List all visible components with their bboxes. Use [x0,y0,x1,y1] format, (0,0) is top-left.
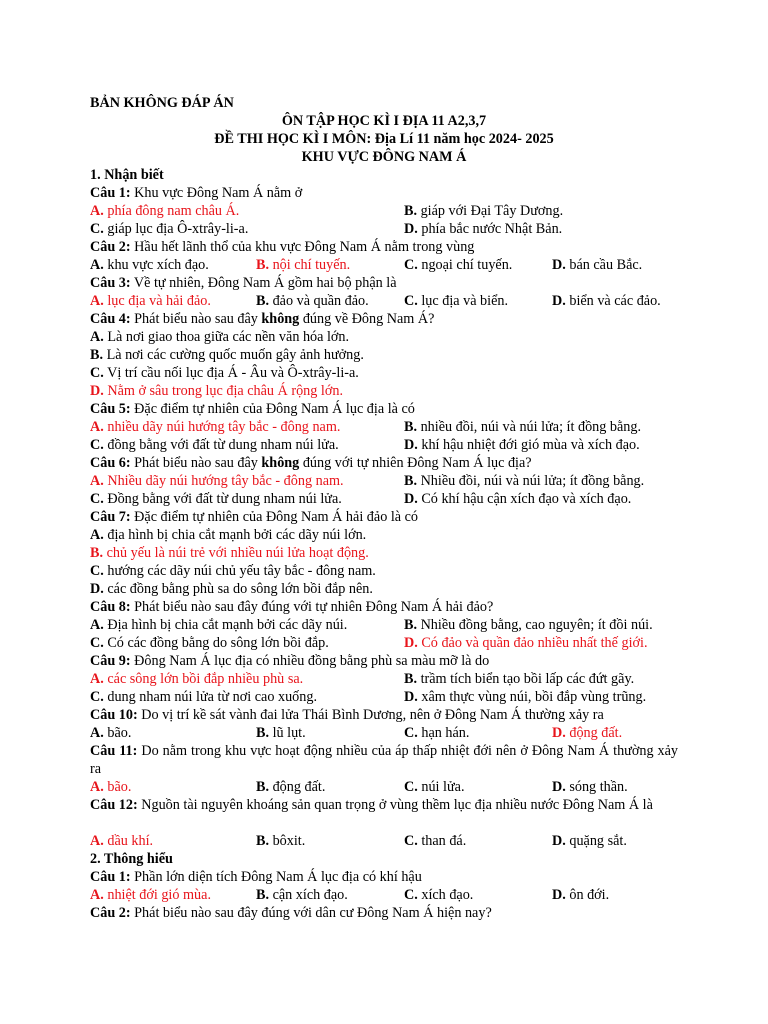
option-a: A. bão. [90,725,132,741]
option-d: D. phía bắc nước Nhật Bản. [404,221,563,237]
option-d-correct: D. Nằm ở sâu trong lục địa châu Á rộng lớn. [90,383,343,399]
option-c: C. Vị trí cầu nối lục địa Á - Âu và Ô-xtrây-li-a. [90,365,359,381]
option-d: D. các đồng bằng phù sa do sông lớn bồi đắp nên. [90,581,373,597]
answer-row [90,292,690,310]
option-d: D. khí hậu nhiệt đới gió mùa và xích đạo. [404,437,640,453]
answer-row [90,436,690,454]
question-stem: Câu 1: Phần lớn diện tích Đông Nam Á lục địa có khí hậu [90,869,422,885]
option-a: A. Là nơi giao thoa giữa các nền văn hóa lớn. [90,329,350,345]
option-b-correct: B. chủ yếu là núi trẻ với nhiều núi lửa hoạt động. [90,545,369,561]
option-b: B. giáp với Đại Tây Dương. [404,203,564,219]
option-d: D. biển và các đảo. [552,293,661,309]
question-stem: Câu 7: Đặc điểm tự nhiên của Đông Nam Á hải đảo là có [90,509,419,525]
answer-row [90,778,690,796]
option-a-correct: A. lục địa và hải đảo. [90,293,211,309]
option-a-correct: A. các sông lớn bồi đắp nhiều phù sa. [90,671,304,687]
option-c: C. Đồng bằng với đất từ dung nham núi lửa. [90,491,342,507]
option-b: B. bôxit. [256,833,306,849]
option-a: A. Địa hình bị chia cắt mạnh bởi các dãy núi. [90,617,348,633]
question-stem: Câu 2: Hầu hết lãnh thổ của khu vực Đông Nam Á nằm trong vùng [90,239,475,255]
doc-title-3: KHU VỰC ĐÔNG NAM Á [301,149,467,165]
question-stem: Câu 6: Phát biểu nào sau đây không đúng với tự nhiên Đông Nam Á lục địa? [90,455,532,471]
option-b: B. Là nơi các cường quốc muốn gây ảnh hưởng. [90,347,364,363]
option-c: C. núi lửa. [404,779,465,795]
question-stem: Câu 4: Phát biểu nào sau đây không đúng về Đông Nam Á? [90,311,435,327]
option-a-correct: A. bão. [90,779,132,795]
question-stem: Câu 8: Phát biểu nào sau đây đúng với tự nhiên Đông Nam Á hải đảo? [90,599,494,615]
option-a-correct: A. phía đông nam châu Á. [90,203,240,219]
question-stem: Câu 10: Do vị trí kề sát vành đai lửa Thái Bình Dương, nên ở Đông Nam Á thường xảy ra [90,707,604,723]
option-b: B. trầm tích biển tạo bồi lấp các đứt gãy. [404,671,635,687]
question-stem: Câu 2: Phát biểu nào sau đây đúng với dân cư Đông Nam Á hiện nay? [90,905,492,921]
option-d: D. sóng thần. [552,779,628,795]
option-c: C. xích đạo. [404,887,474,903]
option-c: C. hướng các dãy núi chủ yếu tây bắc - đông nam. [90,563,376,579]
question-stem: Câu 5: Đặc điểm tự nhiên của Đông Nam Á lục địa là có [90,401,415,417]
option-a-correct: A. nhiệt đới gió mùa. [90,887,211,903]
option-b: B. nhiều đồi, núi và núi lửa; ít đồng bằng. [404,419,642,435]
answer-row [90,256,690,274]
option-b: B. lũ lụt. [256,725,306,741]
option-a-correct: A. Nhiều dãy núi hướng tây bắc - đông nam. [90,473,344,489]
question-stem: Câu 1: Khu vực Đông Nam Á nằm ở [90,185,303,201]
option-c: C. hạn hán. [404,725,470,741]
option-d: D. bán cầu Bắc. [552,257,643,273]
option-a-correct: A. dầu khí. [90,833,154,849]
answer-row [90,886,690,904]
answer-row [90,832,690,850]
option-b: B. đảo và quần đảo. [256,293,369,309]
option-b: B. động đất. [256,779,326,795]
option-a-correct: A. nhiều dãy núi hướng tây bắc - đông nam. [90,419,341,435]
question-stem: Câu 9: Đông Nam Á lục địa có nhiều đồng bằng phù sa màu mỡ là do [90,653,490,669]
option-d: D. xâm thực vùng núi, bồi đắp vùng trũng. [404,689,647,705]
answer-row [90,418,690,436]
option-d: D. ôn đới. [552,887,610,903]
option-c: C. ngoại chí tuyến. [404,257,513,273]
answer-row [90,616,690,634]
option-d: D. quặng sắt. [552,833,627,849]
option-c: C. đồng bằng với đất từ dung nham núi lửa. [90,437,339,453]
option-a: A. địa hình bị chia cắt mạnh bởi các dãy núi lớn. [90,527,367,543]
section-heading: 1. Nhận biết [90,167,164,183]
option-d-correct: D. Có đảo và quần đảo nhiều nhất thế giới. [404,635,648,651]
option-b-correct: B. nội chí tuyến. [256,257,351,273]
answer-row [90,634,690,652]
question-stem: Câu 11: Do nằm trong khu vực hoạt động nhiều của áp thấp nhiệt đới nên ở Đông Nam Á thường xảy ra [90,743,679,777]
option-b: B. Nhiều đồi, núi và núi lửa; ít đồng bằng. [404,473,645,489]
answer-row [90,472,690,490]
option-d: D. Có khí hậu cận xích đạo và xích đạo. [404,491,632,507]
option-b: B. Nhiều đồng bằng, cao nguyên; ít đồi núi. [404,617,653,633]
option-c: C. Có các đồng bằng do sông lớn bồi đắp. [90,635,329,651]
question-stem: Câu 12: Nguồn tài nguyên khoáng sản quan trọng ở vùng thềm lục địa nhiều nước Đông Nam Á là [90,797,653,813]
option-c: C. dung nham núi lửa từ nơi cao xuống. [90,689,317,705]
option-a: A. khu vực xích đạo. [90,257,209,273]
answer-row [90,724,690,742]
option-b: B. cận xích đạo. [256,887,348,903]
answer-row [90,688,690,706]
doc-label: BẢN KHÔNG ĐÁP ÁN [90,95,234,111]
section-heading: 2. Thông hiểu [90,851,173,867]
option-c: C. than đá. [404,833,467,849]
doc-title-1: ÔN TẬP HỌC KÌ I ĐỊA 11 A2,3,7 [281,113,487,129]
answer-row [90,202,690,220]
answer-row [90,490,690,508]
option-c: C. lục địa và biển. [404,293,509,309]
question-stem: Câu 3: Về tự nhiên, Đông Nam Á gồm hai bộ phận là [90,275,397,291]
option-d-correct: D. động đất. [552,725,623,741]
answer-row [90,220,690,238]
option-c: C. giáp lục địa Ô-xtrây-li-a. [90,221,249,237]
doc-title-2: ĐỀ THI HỌC KÌ I MÔN: Địa Lí 11 năm học 2024- 2025 [214,131,554,147]
answer-row [90,670,690,688]
